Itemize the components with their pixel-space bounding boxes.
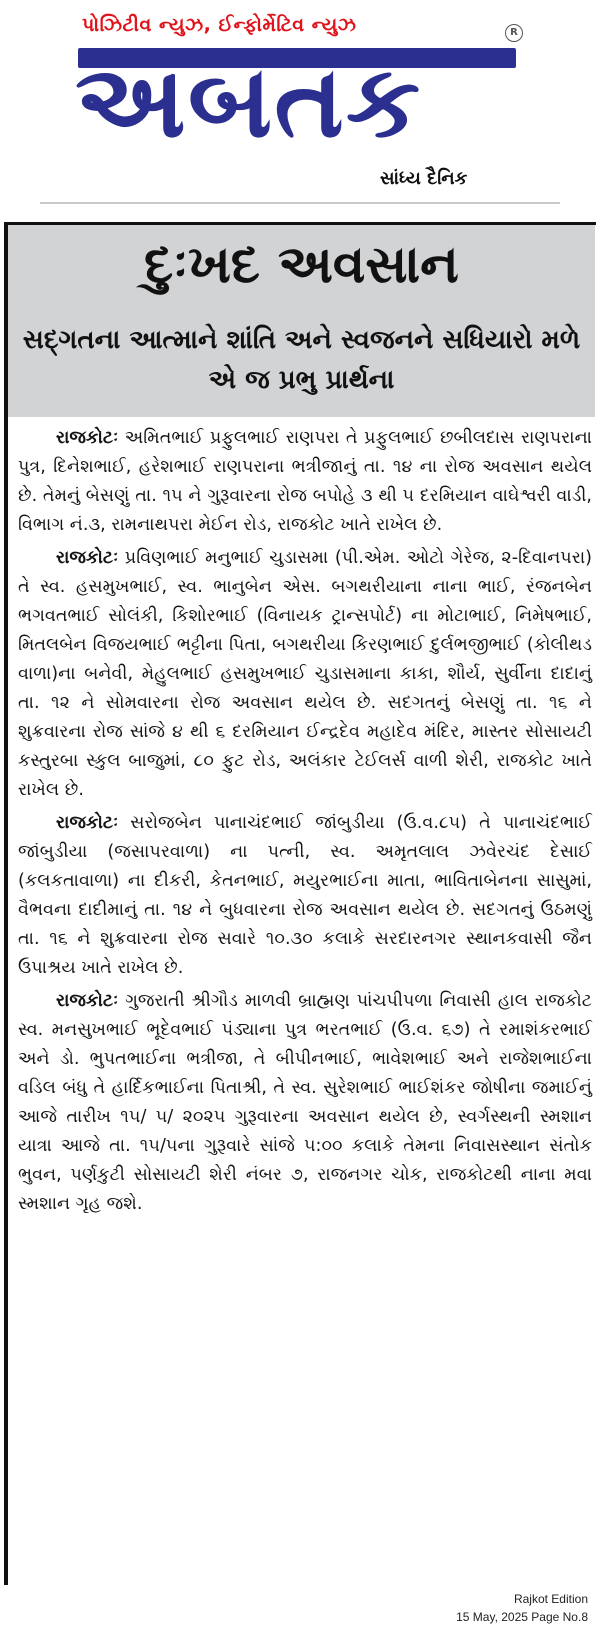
obituary-text: પ્રવિણભાઈ મનુભાઈ ચુડાસમા (પી.એમ. ઓટો ગેરેજ, ૨-દિવાનપરા) તે સ્વ. હસમુખભાઈ, સ્વ. ભાનુબેન એસ. બગથરીયાના નાના ભાઈ, રંજનબેન ભગવતભાઈ સોલંકી, કિશોરભાઈ (વિનાયક ટ્રાન્સપોર્ટ) ના મોટાભાઈ, નિમેષભાઈ, મિતલબેન વિજયભાઈ ભટ્ટીના પિતા, બગથરીયા કિરણભાઈ દુર્લભજીભાઈ (કોલીથડ વાળા)ના બનેવી, મેહુલભાઈ હસમુખભાઈ ચુડાસમાના કાકા, શૌર્ય, સુર્વીના દાદાનું તા. ૧૨ ને સોમવારના રોજ અવસાન થયેલ છે. સદગતનું બેસણું તા. ૧૬ ને શુક્રવારના રોજ સાંજે ૪ થી ૬ દરમિયાન ઈન્દ્રદેવ મહાદેવ મંદિર, માસ્તર સોસાયટી કસ્તુરબા સ્કુલ બાજુમાં, ૮૦ ફુટ રોડ, અલંકાર ટેઈલર્સ વાળી શેરી, રાજકોટ ખાતે રાખેલ છે. [18, 548, 592, 800]
article-headline: દુઃખદ અવસાન [144, 234, 459, 295]
dateline: રાજકોટઃ [56, 991, 119, 1011]
newspaper-logo [75, 42, 515, 174]
obituary-paragraph [18, 809, 592, 983]
masthead-divider [40, 202, 560, 204]
article-subhead: સદ્ગતના આત્માને શાંતિ અને સ્વજનને સધિયારો મળે એ જ પ્રભુ પ્રાર્થના [22, 325, 581, 395]
edition-date-page: 15 May, 2025 Page No.8 [456, 1610, 588, 1624]
obituary-text: સરોજબેન પાનાચંદભાઈ જાંબુડીયા (ઉ.વ.૮૫) તે પાનાચંદભાઈ જાંબુડીયા (જસાપરવાળા) ના પત્ની, સ્વ. અમૃતલાલ ઝવેરચંદ દેસાઈ (કલકતાવાળા) ના દીકરી, કેતનભાઈ, મયુરભાઈના માતા, ભાવિતાબેનના સાસુમાં, વૈભવના દાદીમાનું તા. ૧૪ ને બુધવારના રોજ અવસાન થયેલ છે. સદગતનું ઉઠમણું તા. ૧૬ ને શુક્રવારના રોજ સવારે ૧૦.૩૦ કલાકે સરદારનગર સ્થાનકવાસી જૈન ઉપાશ્રય ખાતે રાખેલ છે. [18, 813, 592, 978]
dateline: રાજકોટઃ [56, 813, 119, 833]
registered-mark-icon: R [505, 24, 523, 42]
logo-text: અબતક [75, 42, 423, 160]
obituary-paragraph [18, 987, 592, 1219]
masthead-subtitle: સાંધ્ય દૈનિક [380, 168, 468, 189]
obituary-paragraph [18, 424, 592, 540]
edition-info [456, 1590, 588, 1626]
article-body [18, 424, 592, 1223]
obituary-text: અમિતભાઈ પ્રફુલભાઈ રાણપરા તે પ્રફુલભાઈ છબીલદાસ રાણપરાના પુત્ર, દિનેશભાઈ, હરેશભાઈ રાણપરાના ભત્રીજાનું તા. ૧૪ ના રોજ અવસાન થયેલ છે. તેમનું બેસણું તા. ૧૫ ને ગુરૂવારના રોજ બપોહે ૩ થી ૫ દરમિયાન વાઘેશ્વરી વાડી, વિભાગ નં.૩, રામનાથપરા મેઈન રોડ, રાજકોટ ખાતે રાખેલ છે. [18, 428, 592, 535]
obituary-paragraph [18, 544, 592, 805]
masthead-tagline: પોઝિટીવ ન્યુઝ, ઈન્ફોર્મેટિવ ન્યુઝ [82, 14, 357, 36]
dateline: રાજકોટઃ [56, 548, 119, 568]
masthead [0, 0, 600, 210]
obituary-text: ગુજરાતી શ્રીગૌડ માળવી બ્રાહ્મણ પાંચપીપળા નિવાસી હાલ રાજકોટ સ્વ. મનસુખભાઈ ભૂદેવભાઈ પંડ્યાના પુત્ર ભરતભાઈ (ઉ.વ. ૬૭) તે રમાશંકરભાઈ અને ડો. ભુપતભાઈના ભત્રીજા, તે બીપીનભાઈ, ભાવેશભાઈ અને રાજેશભાઈના વડિલ બંધુ તે હાર્દિકભાઈના પિતાશ્રી, તે સ્વ. સુરેશભાઈ ભાઈશંકર જોષીના જમાઈનું આજે તારીખ ૧૫/ ૫/ ૨૦૨૫ ગુરૂવારના અવસાન થયેલ છે, સ્વર્ગસ્થની સ્મશાન યાત્રા આજે તા. ૧૫/૫ના ગુરૂવારે સાંજે ૫:૦૦ કલાકે તેમના નિવાસસ્થાન સંતોક ભુવન, પર્ણકુટી સોસાયટી શેરી નંબર ૭, રાજનગર ચોક, રાજકોટથી નાના મવા સ્મશાન ગૃહ જશે. [18, 991, 592, 1214]
dateline: રાજકોટઃ [56, 428, 119, 448]
edition-name: Rajkot Edition [513, 1592, 588, 1606]
